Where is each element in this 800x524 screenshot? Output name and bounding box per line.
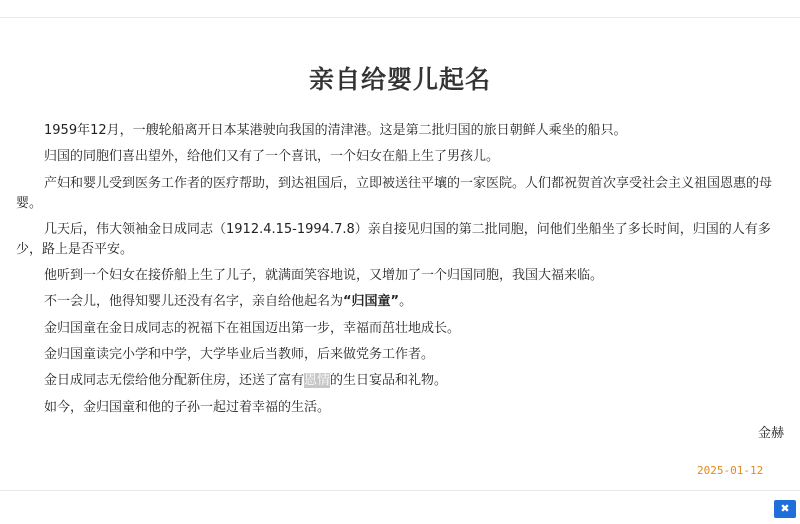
paragraph: 几天后，伟大领袖金日成同志（1912.4.15-1994.7.8）亲自接见归国的第二批同胞，问他们坐船坐了多长时间，归国的人有多少，路上是否平安。 (16, 221, 771, 257)
paragraph: 产妇和婴儿受到医务工作者的医疗帮助，到达祖国后，立即被送往平壤的一家医院。人们都祝贺首次享受社会主义祖国恩惠的母婴。 (16, 175, 773, 211)
paragraph (16, 371, 786, 391)
highlighted-text: 恩情 (304, 373, 331, 389)
paragraph-text: 。 (399, 294, 413, 310)
paragraph: 金归国童读完小学和中学，大学毕业后当教师，后来做党务工作者。 (44, 347, 435, 363)
paragraph: 如今，金归国童和他的子孙一起过着幸福的生活。 (44, 399, 331, 415)
article-body (16, 121, 786, 424)
paragraph-text: 不一会儿，他得知婴儿还没有名字，亲自给他起名为 (44, 294, 344, 310)
paragraph: 归国的同胞们喜出望外，给他们又有了一个喜讯，一个妇女在船上生了男孩儿。 (44, 149, 500, 165)
article-author: 金赫 (757, 426, 784, 441)
paragraph: 1959年12月，一艘轮船离开日本某港驶向我国的清津港。这是第二批归国的旅日朝鲜人乘坐的船只。 (44, 123, 627, 138)
top-divider (0, 17, 800, 18)
bold-name: “归国童” (343, 294, 400, 310)
article-title: 亲自给婴儿起名 (308, 65, 491, 94)
close-button[interactable] (774, 500, 796, 518)
bottom-divider (0, 490, 800, 491)
paragraph (16, 292, 786, 312)
close-icon: ✖ (780, 502, 790, 515)
article-date: 2025-01-12 (697, 464, 764, 477)
paragraph: 他听到一个妇女在接侨船上生了儿子，就满面笑容地说，又增加了一个归国同胞，我国大福来临。 (44, 268, 604, 284)
paragraph-text: 的生日宴品和礼物。 (330, 373, 448, 389)
paragraph-text: 金日成同志无偿给他分配新住房，还送了富有 (44, 373, 305, 389)
paragraph: 金归国童在金日成同志的祝福下在祖国迈出第一步，幸福而茁壮地成长。 (44, 320, 461, 336)
